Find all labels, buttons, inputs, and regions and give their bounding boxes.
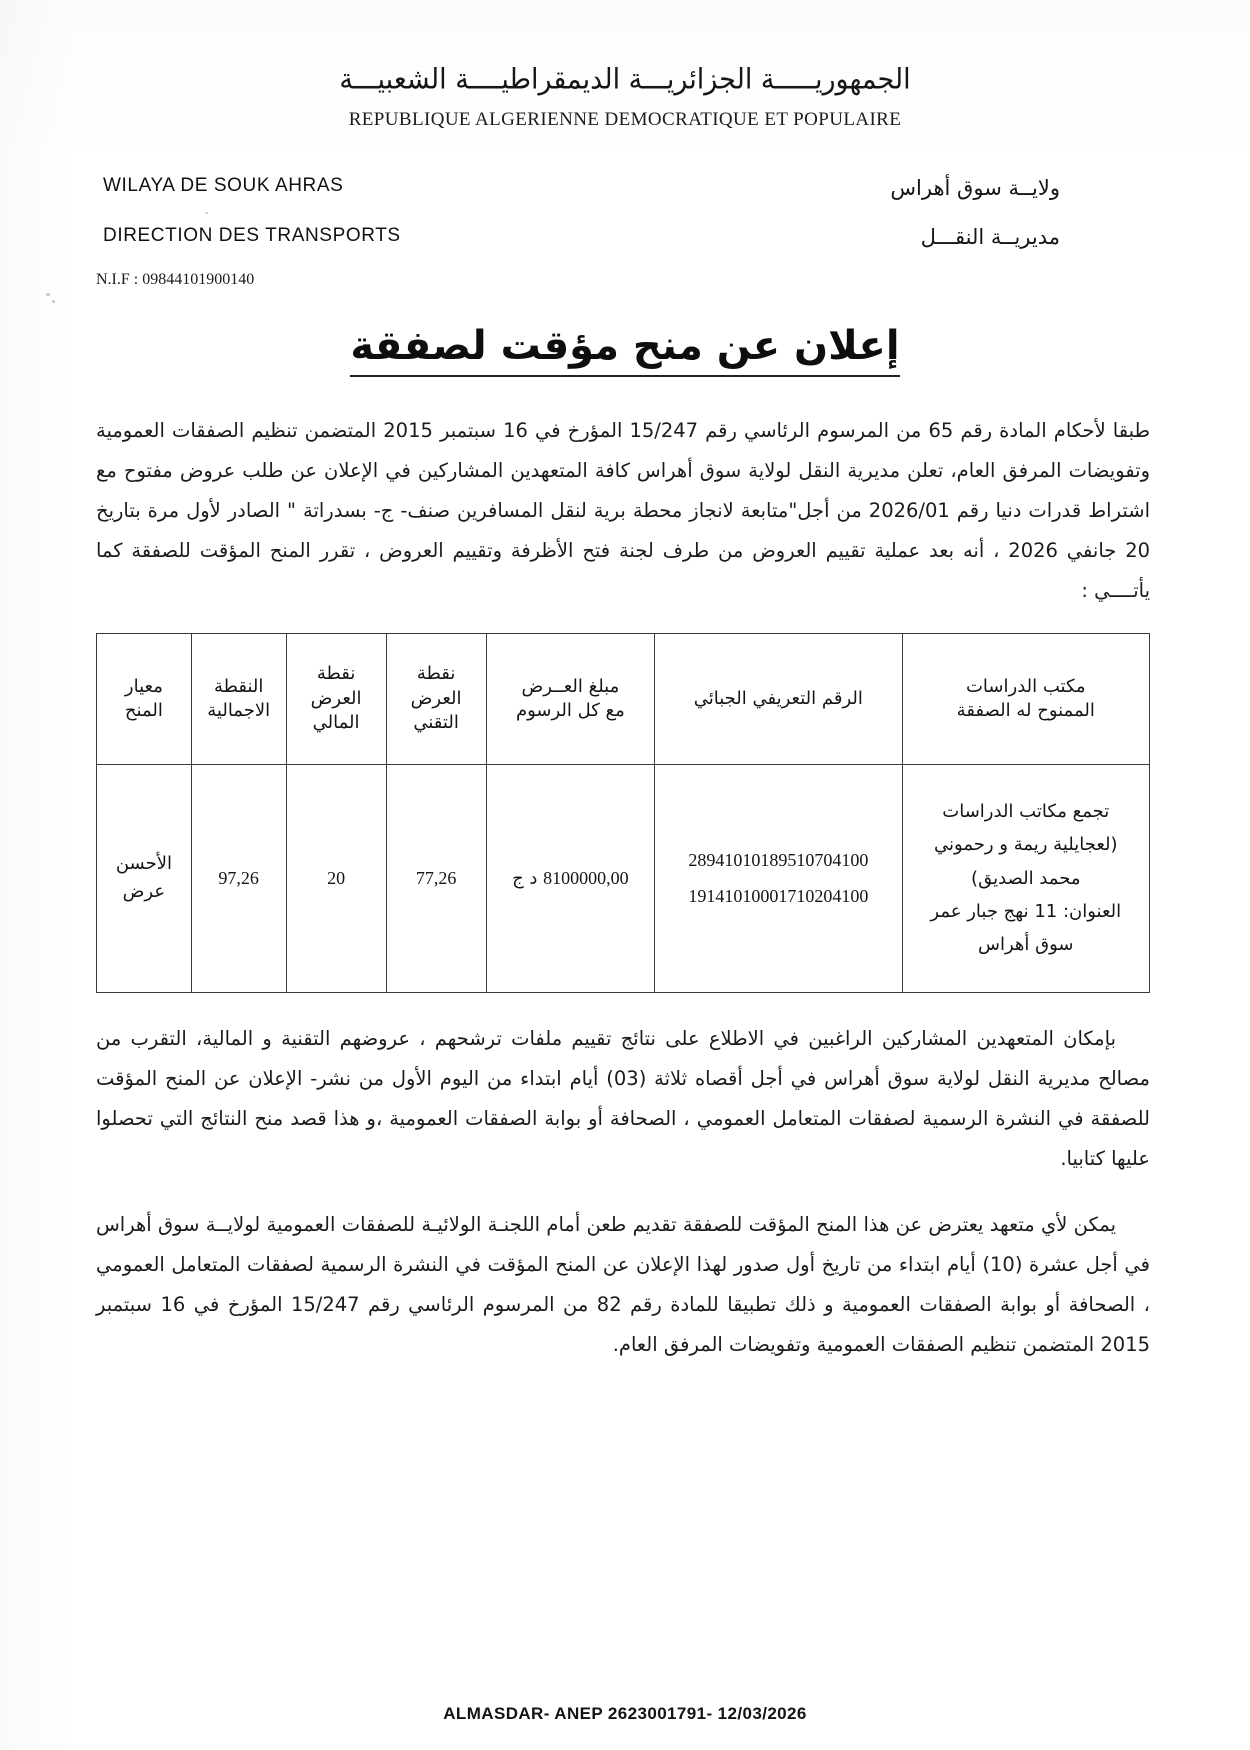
col-header-total-l2: الاجمالية [207, 699, 271, 721]
office-french [103, 175, 401, 247]
national-header-french: REPUBLIQUE ALGERIENNE DEMOCRATIQUE ET POPULAIRE [348, 109, 902, 131]
criterion-l2: عرض [122, 881, 166, 903]
col-header-crit-l2: المنح [124, 699, 163, 721]
table-row [97, 764, 1150, 992]
office-identification [0, 175, 1250, 305]
award-table-body [97, 764, 1150, 992]
col-header-tax-id: الرقم التعريفي الجبائي [655, 633, 902, 764]
tax-id-secondary: 19141010001710204100 [688, 886, 869, 907]
body-paragraphs-area [96, 1019, 1150, 1365]
nif-label: N.I.F : 09844101900140 [96, 271, 255, 289]
col-header-criterion [97, 633, 192, 764]
wilaya-label-arabic: ولايــة سوق أهراس [890, 176, 1060, 201]
col-header-crit-l1: معيار [124, 675, 163, 697]
award-table-wrap [96, 633, 1150, 993]
cell-criterion [97, 764, 192, 992]
office-name-l1: تجمع مكاتب الدراسات [942, 801, 1110, 823]
office-address-l2: سوق أهراس [978, 934, 1074, 956]
page-title: إعلان عن منح مؤقت لصفقة [350, 323, 899, 377]
national-header-arabic: الجمهوريـــــة الجزائريـــة الديمقراطيــــة الشعبيـــة [339, 63, 911, 96]
cell-amount [486, 764, 654, 992]
col-header-amount-l2: مع كل الرسوم [515, 699, 625, 721]
office-name-l3: محمد الصديق) [971, 867, 1081, 889]
col-header-tech-l1: نقطة [416, 663, 456, 685]
col-header-amount-l1: مبلغ العــرض [521, 675, 620, 697]
document-title-wrap [0, 323, 1250, 377]
amount-currency: د ج [512, 867, 538, 889]
col-header-fin-l2: العرض [310, 687, 362, 709]
direction-label-french: DIRECTION DES TRANSPORTS [103, 225, 401, 247]
criterion-l1: الأحسن [115, 852, 172, 874]
col-header-fin-l1: نقطة [316, 663, 356, 685]
direction-label-arabic: مديريــة النقـــل [920, 225, 1060, 250]
col-header-amount [486, 633, 654, 764]
col-header-office-l1: مكتب الدراسات [965, 675, 1086, 697]
amount-value: 8100000,00 [543, 867, 629, 888]
paragraph-1: طبقا لأحكام المادة رقم 65 من المرسوم الرئاسي رقم 15/247 المؤرخ في 16 سبتمبر 2015 المتضمن تنظيم الصفقات العمومية وتفويضات المرفق العام، تعلن مديرية النقل لولاية سوق أهراس كافة المتعهدين المشاركين في الإعلان عن طلب عروض مفتوح مع اشتراط قدرات دنيا رقم 2026/01 من أجل"متابعة لانجاز محطة برية لنقل المسافرين صنف- ج- بسدراتة " الصادر لأول مرة بتاريخ 20 جانفي 2026 ، أنه بعد عملية تقييم العروض من طرف لجنة فتح الأظرفة وتقييم العروض ، تقرر المنح المؤقت للصفقة كما يأتــــي : [96, 419, 1151, 602]
cell-office [902, 764, 1149, 992]
award-table-head [97, 633, 1150, 764]
cell-financial-score: 20 [286, 764, 386, 992]
cell-tax-id [655, 764, 902, 992]
paragraph-3: يمكن لأي متعهد يعترض عن هذا المنح المؤقت للصفقة تقديم طعن أمام اللجنـة الولائيـة للصفقات العمومية لولايــة سوق أهراس في أجل عشرة (10) أيام ابتداء من تاريخ أول صدور لهذا الإعلان عن المنح المؤقت في النشرة الرسمية لصفقات المتعامل العمومي ، الصحافة أو بوابة الصفقات العمومية و ذلك تطبيقا للمادة رقم 82 من المرسوم الرئاسي رقم 15/247 المؤرخ في 16 سبتمبر 2015 المتضمن تنظيم الصفقات العمومية وتفويضات المرفق العام. [96, 1212, 1150, 1356]
col-header-tech-l2: العرض [410, 687, 462, 709]
col-header-total-score [191, 633, 286, 764]
national-header [0, 0, 1250, 131]
col-header-office-l2: الممنوح له الصفقة [956, 699, 1095, 721]
col-header-total-l1: النقطة [213, 675, 264, 697]
tax-id-primary: 28941010189510704100 [688, 850, 869, 871]
body-paragraph-1-area [96, 411, 1150, 611]
col-header-office [902, 633, 1149, 764]
page-footer: ALMASDAR- ANEP 2623001791- 12/03/2026 [443, 1704, 807, 1723]
col-header-technical-score [386, 633, 486, 764]
office-arabic [890, 177, 1060, 249]
office-name-l2: (لعجايلية ريمة و رحموني [934, 834, 1118, 856]
cell-technical-score: 77,26 [386, 764, 486, 992]
col-header-tech-l3: التقني [413, 712, 459, 734]
paragraph-2: بإمكان المتعهدين المشاركين الراغبين في الاطلاع على نتائج تقييم ملفات ترشحهم ، عروضهم التقنية و المالية، التقرب من مصالح مديرية النقل لولاية سوق أهراس في أجل أقصاه ثلاثة (03) أيام ابتداء من اليوم الأول من نشر- الإعلان عن المنح المؤقت للصفقة في النشرة الرسمية لصفقات المتعامل العمومي ، الصحافة أو بوابة الصفقات العمومية ،و هذا قصد منح النتائج التي تحصلوا عليها كتابيا. [96, 1026, 1150, 1170]
wilaya-label-french: WILAYA DE SOUK AHRAS [103, 175, 344, 197]
col-header-fin-l3: المالي [312, 712, 360, 734]
office-address-l1: العنوان: 11 نهج جبار عمر [930, 901, 1122, 923]
table-header-row [97, 633, 1150, 764]
cell-total-score: 97,26 [191, 764, 286, 992]
award-table [96, 633, 1150, 993]
col-header-financial-score [286, 633, 386, 764]
